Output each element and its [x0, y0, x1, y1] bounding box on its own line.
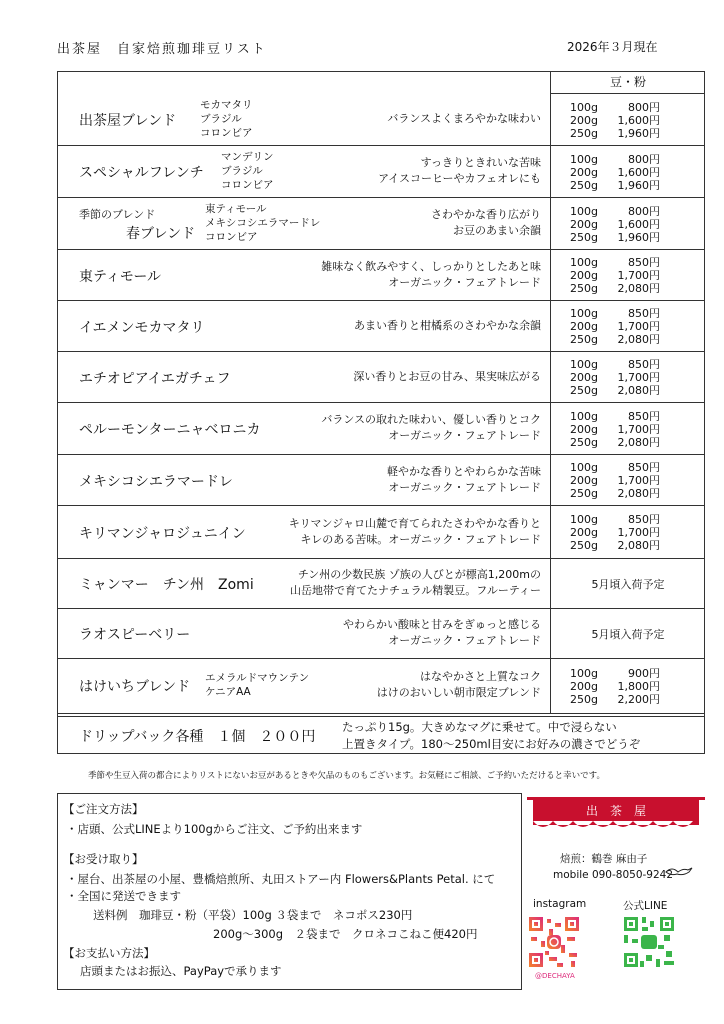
product-description: バランスの取れた味わい、優しい香りとコク — [321, 413, 541, 426]
weight: 200g — [570, 217, 598, 231]
product-description: アイスコーヒーやカフェオレにも — [378, 172, 541, 185]
product-name: 東ティモール — [79, 268, 162, 285]
info-line: ・屋台、出茶屋の小屋、豊橋焙煎所、丸田ストアー内 Flowers&Plants Petal. にて — [66, 872, 496, 886]
product-name: 出茶屋ブレンド — [79, 113, 177, 129]
product-name: メキシコシエラマードレ — [79, 473, 233, 490]
price-line — [570, 127, 660, 140]
section-heading: 【ご注文方法】 — [63, 802, 144, 816]
price: 1,600円 — [617, 165, 660, 179]
weight: 100g — [570, 204, 598, 218]
mobile-number: mobile 090-8050-9242 — [553, 869, 674, 881]
product-row — [57, 455, 705, 506]
price: 1,700円 — [617, 371, 660, 384]
price-line — [570, 320, 660, 333]
price-line — [570, 179, 660, 192]
price: 1,960円 — [617, 126, 660, 140]
section-heading: 【お受け取り】 — [63, 852, 144, 866]
weight: 200g — [570, 422, 598, 436]
price: 1,700円 — [617, 320, 660, 333]
weight: 200g — [570, 113, 598, 127]
origin-item: モカマタリ — [200, 99, 253, 111]
product-name: キリマンジャロジュニイン — [79, 525, 246, 542]
price: 2,200円 — [617, 692, 660, 706]
weight: 100g — [570, 666, 598, 680]
price: 2,080円 — [617, 487, 660, 500]
product-description: オーガニック・フェアトレード — [388, 634, 541, 647]
bird-icon — [664, 864, 694, 878]
info-line: 店頭またはお振込、PayPayで承ります — [80, 964, 282, 978]
price-line — [570, 539, 660, 552]
origin-item: マンデリン — [221, 151, 274, 163]
weight: 250g — [570, 333, 598, 346]
price-line — [570, 269, 660, 282]
product-name: イエメンモカマタリ — [79, 319, 205, 336]
weight: 100g — [570, 307, 598, 320]
price-line — [570, 513, 660, 526]
product-description: 山岳地帯で育てたナチュラル精製豆。フルーティー — [289, 584, 541, 597]
price: 1,700円 — [617, 474, 660, 487]
price: 1,960円 — [617, 230, 660, 244]
price-line — [570, 436, 660, 449]
drip-bag-row — [57, 715, 705, 754]
origin-item: 東ティモール — [205, 203, 267, 215]
drip-divider — [57, 713, 705, 714]
roaster-credit: 焙煎：鶴巻 麻由子 — [560, 853, 648, 865]
price: 2,080円 — [617, 435, 660, 449]
price: 2,080円 — [617, 282, 660, 295]
price: 850円 — [628, 461, 660, 474]
weight: 250g — [570, 230, 598, 244]
weight: 100g — [570, 358, 598, 371]
product-row — [57, 506, 705, 559]
date-label: 2026年３月現在 — [567, 40, 658, 54]
weight: 200g — [570, 371, 598, 384]
weight: 100g — [570, 513, 598, 526]
product-row — [57, 352, 705, 403]
weight: 100g — [570, 461, 598, 474]
weight: 250g — [570, 126, 598, 140]
weight: 250g — [570, 384, 598, 397]
product-name: ミャンマー チン州 Zomi — [79, 577, 254, 593]
price-line — [570, 526, 660, 539]
price: 900円 — [628, 666, 660, 680]
price-line — [570, 114, 660, 127]
price: 1,700円 — [617, 269, 660, 282]
page-title: 出茶屋 自家焙煎珈琲豆リスト — [57, 42, 267, 57]
origin-item: コロンビア — [205, 231, 258, 243]
footnote: 季節や生豆入荷の都合によりリストにないお豆があるときや欠品のものもございます。お気軽にご相談、ご予約いただけると幸いです。 — [88, 771, 605, 781]
weight: 250g — [570, 487, 598, 500]
origin-item: コロンビア — [221, 179, 274, 191]
price-line — [570, 680, 660, 693]
weight: 250g — [570, 178, 598, 192]
product-category: 季節のブレンド — [79, 208, 156, 221]
drip-bag-label: ドリップバック各種 １個 ２００円 — [79, 729, 316, 745]
product-description: はなやかさと上質なコク — [420, 670, 541, 683]
price: 2,080円 — [617, 333, 660, 346]
product-row — [57, 146, 705, 198]
drip-bag-desc: たっぷり15g。大きめなマグに乗せて。中で浸らない — [342, 720, 617, 734]
origin-item: ブラジル — [200, 113, 242, 125]
product-description: はけのおいしい朝市限定ブレンド — [376, 686, 541, 699]
origin-item: コロンビア — [200, 127, 253, 139]
price: 850円 — [628, 256, 660, 269]
product-description: お豆のあまい余韻 — [453, 224, 541, 237]
weight: 100g — [570, 256, 598, 269]
weight: 250g — [570, 282, 598, 295]
price-line — [570, 410, 660, 423]
product-name: エチオピアイエガチェフ — [79, 370, 231, 387]
weight: 250g — [570, 539, 598, 552]
origin-item: ブラジル — [221, 165, 263, 177]
price: 2,080円 — [617, 539, 660, 552]
price: 850円 — [628, 513, 660, 526]
origin-item: ケニアAA — [205, 686, 251, 698]
weight: 100g — [570, 100, 598, 114]
product-row — [57, 609, 705, 659]
product-description: キレのある苦味。オーガニック・フェアトレード — [300, 532, 541, 546]
price-line — [570, 307, 660, 320]
product-row — [57, 301, 705, 352]
price-line — [570, 166, 660, 179]
arrival-note: 5月頃入荷予定 — [591, 578, 665, 591]
product-description: あまい香りと柑橘系のさわやかな余韻 — [354, 318, 541, 332]
weight: 250g — [570, 435, 598, 449]
info-line: 送料例 珈琲豆・粉（平袋）100g ３袋まで ネコポス230円 — [93, 908, 413, 922]
product-description: キリマンジャロ山麓で育てられたさわやかな香りと — [288, 516, 541, 530]
shop-awning-logo — [527, 795, 705, 833]
info-line: ・店頭、公式LINEより100gからご注文、ご予約出来ます — [66, 822, 363, 836]
weight: 200g — [570, 474, 598, 487]
shop-name: 出 茶 屋 — [585, 804, 647, 818]
product-name: ペルーモンターニャベロニカ — [79, 422, 261, 438]
arrival-note: 5月頃入荷予定 — [591, 628, 665, 641]
section-heading: 【お支払い方法】 — [63, 946, 155, 960]
instagram-label: instagram — [533, 898, 587, 910]
product-description: オーガニック・フェアトレード — [388, 480, 541, 494]
price-line — [570, 153, 660, 166]
price: 1,600円 — [617, 217, 660, 231]
weight: 100g — [570, 152, 598, 166]
price-line — [570, 256, 660, 269]
weight: 250g — [570, 692, 598, 706]
product-description: すっきりときれいな苦味 — [420, 156, 541, 169]
info-line: 200g〜300g ２袋まで クロネコこねこ便420円 — [213, 927, 478, 941]
product-row — [57, 250, 705, 301]
product-name: 春ブレンド — [126, 226, 196, 242]
weight: 200g — [570, 269, 598, 282]
product-row — [57, 198, 705, 250]
line-label: 公式LINE — [623, 900, 668, 912]
product-description: 深い香りとお豆の甘み、果実味広がる — [353, 369, 541, 383]
price: 800円 — [628, 152, 660, 166]
price: 1,700円 — [617, 422, 660, 436]
weight: 100g — [570, 409, 598, 423]
price: 850円 — [628, 358, 660, 371]
origin-item: エメラルドマウンテン — [205, 672, 310, 684]
price-line — [570, 333, 660, 346]
origin-item: メキシコシエラマードレ — [205, 217, 321, 229]
product-row — [57, 659, 705, 713]
weight: 200g — [570, 679, 598, 693]
product-description: やわらかい酸味と甘みをぎゅっと感じる — [343, 618, 541, 631]
instagram-qr-code[interactable] — [527, 915, 581, 969]
drip-bag-desc: 上置きタイプ。180〜250ml目安にお好みの濃さでどうぞ — [342, 737, 641, 751]
price-line — [570, 693, 660, 706]
price-line — [570, 231, 660, 244]
price-line — [570, 461, 660, 474]
product-name: ラオスピーベリー — [79, 627, 191, 643]
price: 1,800円 — [617, 679, 660, 693]
price-line — [570, 474, 660, 487]
price: 800円 — [628, 204, 660, 218]
product-row — [57, 559, 705, 609]
product-description: バランスよくまろやかな味わい — [387, 112, 541, 125]
price-line — [570, 358, 660, 371]
weight: 200g — [570, 320, 598, 333]
price-line — [570, 423, 660, 436]
product-name: はけいちブレンド — [79, 679, 191, 695]
product-description: さわやかな香り広がり — [431, 208, 541, 221]
price-line — [570, 384, 660, 397]
price: 800円 — [628, 100, 660, 114]
price-line — [570, 667, 660, 680]
line-qr-code[interactable] — [622, 915, 676, 969]
info-line: ・全国に発送できます — [66, 889, 181, 903]
price: 1,700円 — [617, 526, 660, 539]
instagram-handle: @DECHAYA — [535, 972, 575, 980]
price: 1,960円 — [617, 178, 660, 192]
weight: 200g — [570, 526, 598, 539]
price: 2,080円 — [617, 384, 660, 397]
price-line — [570, 101, 660, 114]
product-description: 雑味なく飲みやすく、しっかりとしたあと味 — [321, 259, 541, 273]
product-row — [57, 94, 705, 146]
price-line — [570, 282, 660, 295]
price: 850円 — [628, 409, 660, 423]
price-line — [570, 205, 660, 218]
product-description: オーガニック・フェアトレード — [388, 429, 541, 442]
product-row — [57, 403, 705, 455]
price-line — [570, 487, 660, 500]
price-line — [570, 218, 660, 231]
price-column-header: 豆・粉 — [609, 75, 646, 89]
weight: 200g — [570, 165, 598, 179]
price: 1,600円 — [617, 113, 660, 127]
product-description: オーガニック・フェアトレード — [388, 275, 541, 289]
product-description: 軽やかな香りとやわらかな苦味 — [387, 464, 541, 478]
price: 850円 — [628, 307, 660, 320]
product-name: スペシャルフレンチ — [79, 165, 204, 181]
price-line — [570, 371, 660, 384]
product-description: チン州の少数民族 ゾ族の人びとが標高1,200mの — [297, 568, 541, 581]
